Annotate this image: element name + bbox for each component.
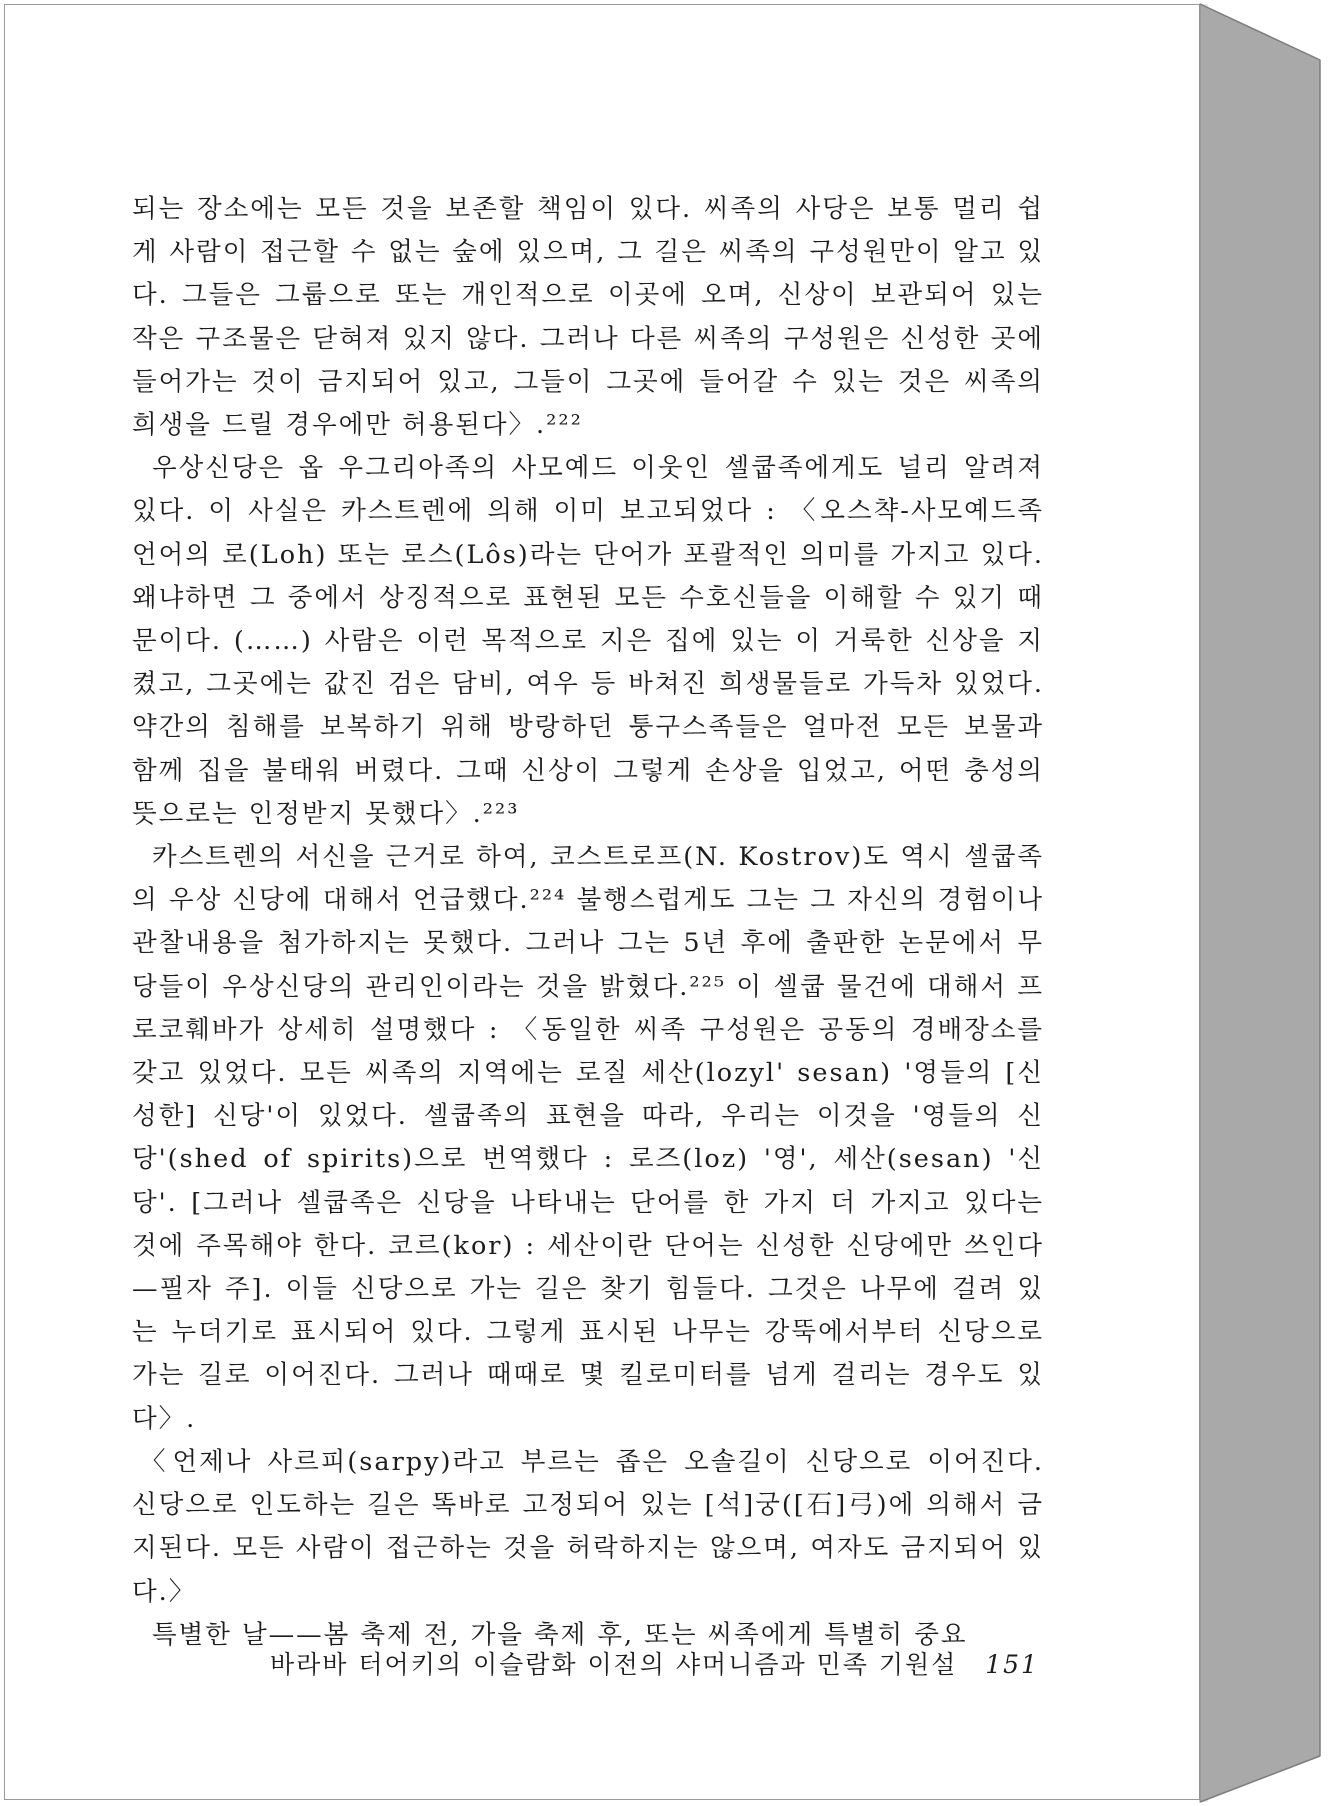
paragraph-1: 되는 장소에는 모든 것을 보존할 책임이 있다. 씨족의 사당은 보통 멀리 쉽게 사람이 접근할 수 없는 숲에 있으며, 그 길은 씨족의 구성원만이 알고 있다. 그들은 그룹으로 또는 개인적으로 이곳에 오며, 신상이 보관되어 있는 작은 구조물은 닫혀져 있지 않다. 그러나 다른 씨족의 구성원은 신성한 곳에 들어가는 것이 금지되어 있고, 그들이 그곳에 들어갈 수 있는 것은 씨족의 희생을 드릴 경우에만 허용된다〉.²²² xyxy=(132,194,1044,441)
paragraph-2: 우상신당은 옵 우그리아족의 사모예드 이웃인 셀쿱족에게도 널리 알려져 있다. 이 사실은 카스트렌에 의해 이미 보고되었다 : 〈오스챡-사모예드족 언어의 로(Loh) 또는 로스(Lôs)라는 단어가 포괄적인 의미를 가지고 있다. 왜냐하면 그 중에서 상징적으로 표현된 모든 수호신들을 이해할 수 있기 때문이다. (……) 사람은 이런 목적으로 지은 집에 있는 이 거룩한 신상을 지켰고, 그곳에는 값진 검은 담비, 여우 등 바쳐진 희생물들로 가득차 있었다. 약간의 침해를 보복하기 위해 방랑하던 퉁구스족들은 얼마전 모든 보물과 함께 집을 불태워 버렸다. 그때 신상이 그렇게 손상을 입었고, 어떤 충성의 뜻으로는 인정받지 못했다〉.²²³ xyxy=(132,453,1044,829)
page-footer xyxy=(270,1645,1039,1681)
page-number: 151 xyxy=(985,1650,1039,1679)
running-title: 바라바 터어키의 이슬람화 이전의 샤머니즘과 민족 기원설 xyxy=(270,1650,958,1679)
body-text xyxy=(132,188,1044,1657)
paragraph-4: 〈언제나 사르피(sarpy)라고 부르는 좁은 오솔길이 신당으로 이어진다. 신당으로 인도하는 길은 똑바로 고정되어 있는 [석]궁([石]弓)에 의해서 금지된다. 모든 사람이 접근하는 것을 허락하지는 않으며, 여자도 금지되어 있다.〉 xyxy=(132,1446,1044,1607)
paragraph-5: 특별한 날——봄 축제 전, 가을 축제 후, 또는 씨족에게 특별히 중요 xyxy=(152,1619,968,1650)
paragraph-3: 카스트렌의 서신을 근거로 하여, 코스트로프(N. Kostrov)도 역시 셀쿱족의 우상 신당에 대해서 언급했다.²²⁴ 불행스럽게도 그는 그 자신의 경험이나 관찰내용을 첨가하지는 못했다. 그러나 그는 5년 후에 출판한 논문에서 무당들이 우상신당의 관리인이라는 것을 밝혔다.²²⁵ 이 셀쿱 물건에 대해서 프로코훼바가 상세히 설명했다 : 〈동일한 씨족 구성원은 공동의 경배장소를 갖고 있었다. 모든 씨족의 지역에는 로질 세산(lozyl' sesan) '영들의 [신성한] 신당'이 있었다. 셀쿱족의 표현을 따라, 우리는 이것을 '영들의 신당'(shed of spirits)으로 번역했다 : 로즈(loz) '영', 세산(sesan) '신당'. [그러나 셀쿱족은 신당을 나타내는 단어를 한 가지 더 가지고 있다는 것에 주목해야 한다. 코르(kor) : 세산이란 단어는 신성한 신당에만 쓰인다—필자 주]. 이들 신당으로 가는 길은 찾기 힘들다. 그것은 나무에 걸려 있는 누더기로 표시되어 있다. 그렇게 표시된 나무는 강뚝에서부터 신당으로 가는 길로 이어진다. 그러나 때때로 몇 킬로미터를 넘게 걸리는 경우도 있다〉. xyxy=(132,842,1044,1434)
